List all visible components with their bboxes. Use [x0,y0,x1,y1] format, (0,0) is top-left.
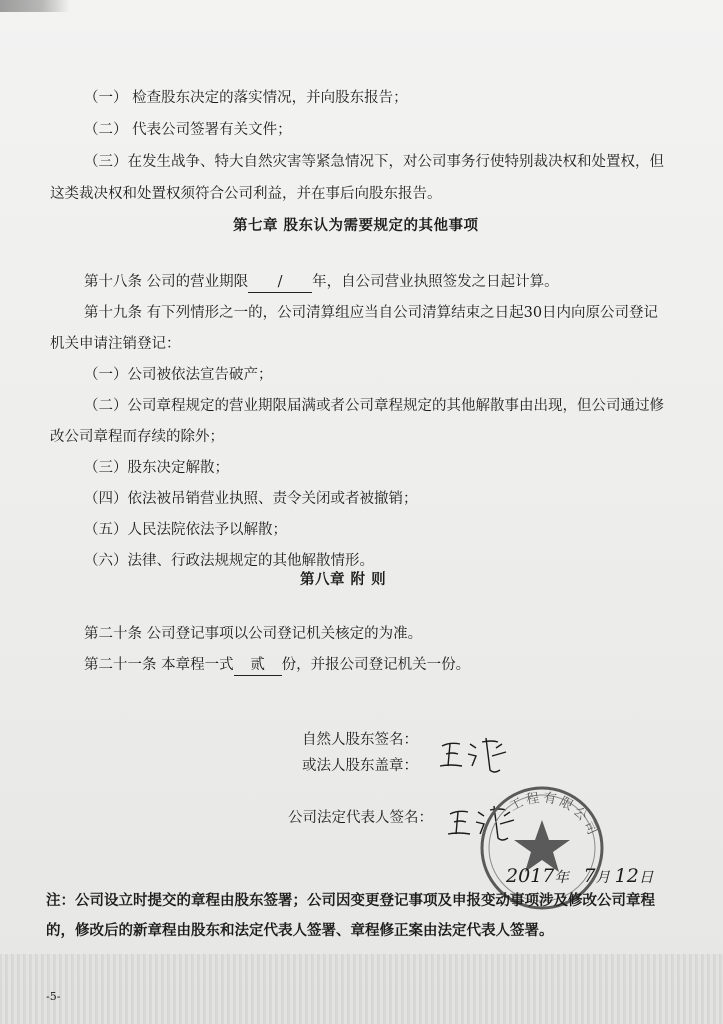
list-item: （三）在发生战争、特大自然灾害等紧急情况下，对公司事务行使特别裁决权和处置权，但 [84,154,664,170]
article-text: 年，自公司营业执照签发之日起计算。 [312,274,559,290]
list-item: （二）公司章程规定的营业期限届满或者公司章程规定的其他解散事由出现，但公司通过修 [84,398,664,414]
legal-representative-signature-label: 公司法定代表人签名： [288,810,433,826]
article-text: 第二十一条 本章程一式 [84,657,234,673]
date-day-label: 日 [638,870,654,886]
scan-artifact [0,954,723,1024]
list-item: （五）人民法院依法予以解散； [84,522,287,538]
list-item: （一）公司被依法宣告破产； [84,367,273,383]
date-day: 12 [614,865,639,887]
article-20: 第二十条 公司登记事项以公司登记机关核定的为准。 [84,626,423,642]
article-text: 份，并报公司登记机关一份。 [281,657,471,673]
svg-text:工程有限公司 [507,790,600,839]
footnote-line: 的，修改后的新章程由股东和法定代表人签署、章程修正案由法定代表人签署。 [46,922,554,939]
article-21 [84,655,470,676]
list-item: （四）依法被吊销营业执照、责令关闭或者被撤销； [84,491,418,507]
list-item: （二） 代表公司签署有关文件； [84,122,292,138]
list-item-continuation: 改公司章程而存续的除外； [50,429,224,445]
footnote-line: 注：公司设立时提交的章程由股东签署；公司因变更登记事项及申报变动事项涉及修改公司章程 [46,892,655,909]
legal-person-seal-label: 或法人股东盖章： [302,758,418,774]
natural-person-signature-label: 自然人股东签名： [302,732,418,748]
list-item: （三）股东决定解散； [84,460,229,476]
date-month-label: 月 [595,870,611,886]
list-item-continuation: 这类裁决权和处置权须符合公司利益，并在事后向股东报告。 [50,186,442,202]
article-19-continuation: 机关申请注销登记： [50,336,181,352]
date-month: 7 [583,865,596,887]
chapter-heading: 第七章 股东认为需要规定的其他事项 [233,217,479,234]
article-18 [84,272,559,293]
term-blank: / [248,272,312,293]
scan-artifact [0,0,70,12]
footnote [46,886,686,946]
list-item: （六）法律、行政法规规定的其他解散情形。 [84,553,374,569]
date-year: 2017 [506,865,555,887]
list-item: （一） 检查股东决定的落实情况，并向股东报告； [84,90,408,106]
article-text: 第十八条 公司的营业期限 [84,274,249,290]
copies-blank: 贰 [234,655,282,676]
page-number: -5- [46,990,61,1003]
article-19: 第十九条 有下列情形之一的，公司清算组应当自公司清算结束之日起30日内向原公司登记 [84,305,659,321]
chapter-heading: 第八章 附 则 [300,571,387,588]
seal-text: 工程有限公司 [507,790,601,840]
date-year-label: 年 [554,870,569,886]
handwritten-signature [436,730,516,780]
signing-date [506,866,653,888]
